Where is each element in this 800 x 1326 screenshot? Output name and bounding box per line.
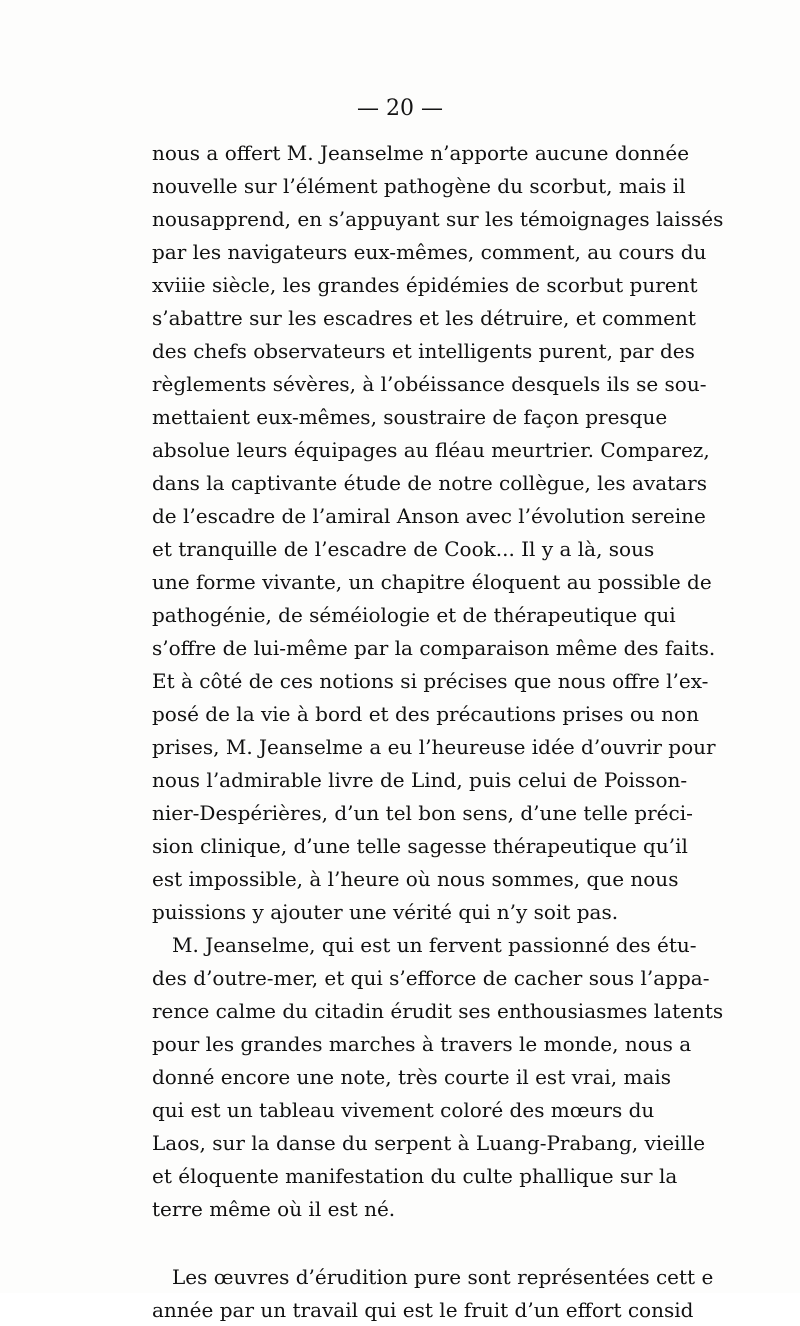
page-number: — 20 —: [357, 96, 443, 121]
text-line: est impossible, à l’heure où nous sommes, que nous: [152, 867, 679, 891]
text-line: s’offre de lui-même par la comparaison même des faits.: [152, 636, 716, 660]
text-line: nouvelle sur l’élément pathogène du scorbut, mais il: [152, 174, 686, 198]
text-line: sion clinique, d’une telle sagesse thérapeutique qu’il: [152, 834, 688, 858]
text-line: Et à côté de ces notions si précises que nous offre l’ex-: [152, 669, 709, 693]
text-line: des d’outre-mer, et qui s’efforce de cacher sous l’appa-: [152, 966, 710, 990]
text-line: qui est un tableau vivement coloré des mœurs du: [152, 1098, 655, 1122]
text-line: prises, M. Jeanselme a eu l’heureuse idée d’ouvrir pour: [152, 735, 716, 759]
text-line: puissions y ajouter une vérité qui n’y soit pas.: [152, 900, 619, 924]
text-line: mettaient eux-mêmes, soustraire de façon presque: [152, 405, 668, 429]
text-line: nier-Despérières, d’un tel bon sens, d’une telle préci-: [152, 801, 693, 825]
text-line: de l’escadre de l’amiral Anson avec l’évolution sereine: [152, 504, 706, 528]
text-line: nous a offert M. Jeanselme n’apporte aucune donnée: [152, 141, 690, 165]
text-line: posé de la vie à bord et des précautions prises ou non: [152, 702, 699, 726]
text-line: une forme vivante, un chapitre éloquent au possible de: [152, 570, 712, 594]
text-line: règlements sévères, à l’obéissance desquels ils se sou-: [152, 372, 707, 396]
text-line: et tranquille de l’escadre de Cook... Il y a là, sous: [152, 537, 655, 561]
text-line: année par un travail qui est le fruit d’un effort consid: [152, 1298, 694, 1322]
text-line: Les œuvres d’érudition pure sont représentées cett e: [172, 1265, 714, 1289]
text-line: M. Jeanselme, qui est un fervent passionné des étu-: [172, 933, 697, 957]
text-line: et éloquente manifestation du culte phallique sur la: [152, 1164, 678, 1188]
text-line: nous l’admirable livre de Lind, puis celui de Poisson-: [152, 768, 688, 792]
text-line: xviiie siècle, les grandes épidémies de scorbut purent: [152, 273, 698, 297]
text-line: rence calme du citadin érudit ses enthousiasmes latents: [152, 999, 724, 1023]
text-line: nousapprend, en s’appuyant sur les témoignages laissés: [152, 207, 724, 231]
text-line: absolue leurs équipages au fléau meurtrier. Comparez,: [152, 438, 710, 462]
text-line: s’abattre sur les escadres et les détruire, et comment: [152, 306, 696, 330]
text-line: par les navigateurs eux-mêmes, comment, au cours du: [152, 240, 707, 264]
text-line: terre même où il est né.: [152, 1197, 396, 1221]
text-line: pour les grandes marches à travers le monde, nous a: [152, 1032, 692, 1056]
text-line: des chefs observateurs et intelligents purent, par des: [152, 339, 695, 363]
text-line: dans la captivante étude de notre collègue, les avatars: [152, 471, 707, 495]
text-line: donné encore une note, très courte il est vrai, mais: [152, 1065, 672, 1089]
text-line: pathogénie, de séméiologie et de thérapeutique qui: [152, 603, 676, 627]
text-line: Laos, sur la danse du serpent à Luang-Prabang, vieille: [152, 1131, 706, 1155]
